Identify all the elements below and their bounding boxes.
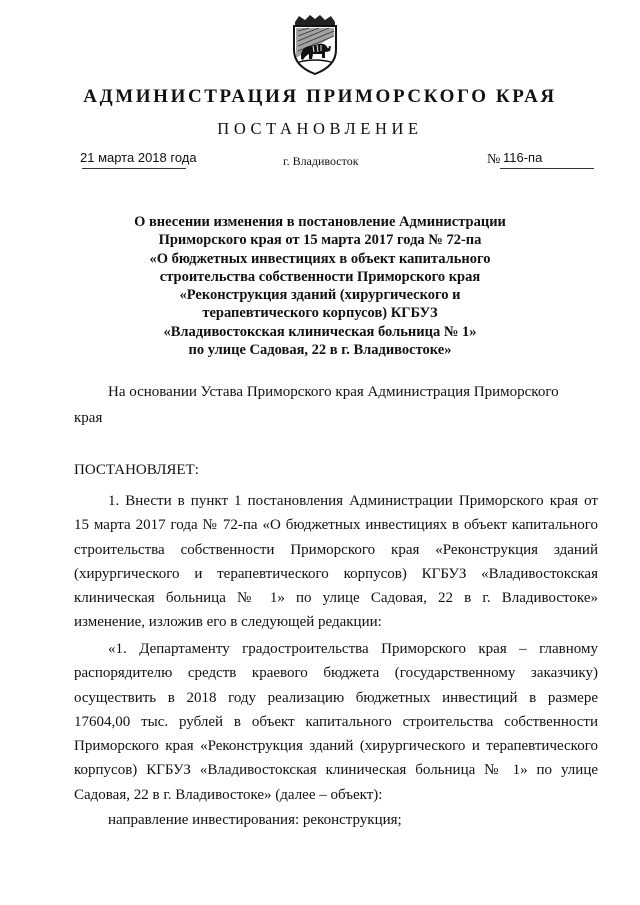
document-type: ПОСТАНОВЛЕНИЕ bbox=[217, 119, 423, 138]
paragraph-2 bbox=[74, 637, 598, 807]
paragraph-line: корпусов) КГБУЗ «Владивостокская клиническая больница № 1» по улице bbox=[74, 762, 598, 779]
paragraph-3: направление инвестирования: реконструкция; bbox=[108, 812, 402, 828]
document-place: г. Владивосток bbox=[283, 154, 359, 168]
paragraph-line: клиническая больница № 1» по улице Садовая, 22 в г. Владивостоке» bbox=[74, 590, 598, 607]
basis-line: На основании Устава Приморского края Администрация Приморского bbox=[108, 384, 559, 400]
primorsky-krai-coat-of-arms-icon bbox=[289, 14, 341, 76]
paragraph-line: (хирургического и терапевтического корпусов) КГБУЗ «Владивостокская bbox=[74, 565, 598, 582]
number-label: № bbox=[487, 152, 501, 167]
subject-line: О внесении изменения в постановление Администрации bbox=[134, 214, 506, 230]
paragraph-line: 1. Внести в пункт 1 постановления Администрации Приморского края от bbox=[108, 493, 598, 509]
paragraph-line: «1. Департаменту градостроительства Приморского края – главному bbox=[108, 641, 598, 657]
decree-word: ПОСТАНОВЛЯЕТ: bbox=[74, 462, 199, 478]
basis-paragraph bbox=[74, 380, 598, 431]
subject-line: строительства собственности Приморского края bbox=[159, 268, 481, 285]
basis-line: края bbox=[74, 410, 103, 426]
subject-line: «Реконструкция зданий (хирургического и bbox=[179, 287, 461, 304]
document-number: 116-па bbox=[503, 150, 543, 165]
subject-line: «Владивостокская клиническая больница № 1» bbox=[163, 323, 477, 340]
document-date: 21 марта 2018 года bbox=[80, 150, 197, 165]
subject-line: по улице Садовая, 22 в г. Владивостоке» bbox=[188, 342, 452, 359]
paragraph-line: осуществить в 2018 году реализацию бюджетных инвестиций в размере bbox=[74, 689, 598, 706]
paragraph-1 bbox=[74, 489, 598, 635]
subject-line: «О бюджетных инвестициях в объект капитального bbox=[149, 250, 491, 267]
date-underline bbox=[82, 168, 186, 169]
paragraph-line: изменение, изложив его в следующей редакции: bbox=[74, 614, 382, 631]
document-subject bbox=[90, 213, 550, 359]
number-underline bbox=[500, 168, 594, 169]
paragraph-line: 15 марта 2017 года № 72-па «О бюджетных инвестициях в объект капитального bbox=[74, 517, 598, 534]
paragraph-line: Приморского края «Реконструкция зданий (хирургического и терапевтического bbox=[74, 738, 598, 755]
paragraph-line: Садовая, 22 в г. Владивостоке» (далее – объект): bbox=[74, 786, 383, 803]
paragraph-line: строительства собственности Приморского края «Реконструкция зданий bbox=[74, 541, 598, 558]
organization-title: АДМИНИСТРАЦИЯ ПРИМОРСКОГО КРАЯ bbox=[83, 86, 557, 107]
paragraph-line: распорядителю средств краевого бюджета (государственному заказчику) bbox=[74, 665, 598, 682]
subject-line: терапевтического корпусов) КГБУЗ bbox=[202, 305, 438, 322]
subject-line: Приморского края от 15 марта 2017 года № 72-па bbox=[158, 232, 482, 249]
paragraph-line: 17604,00 тыс. рублей в объект капитального строительства собственности bbox=[74, 713, 598, 730]
